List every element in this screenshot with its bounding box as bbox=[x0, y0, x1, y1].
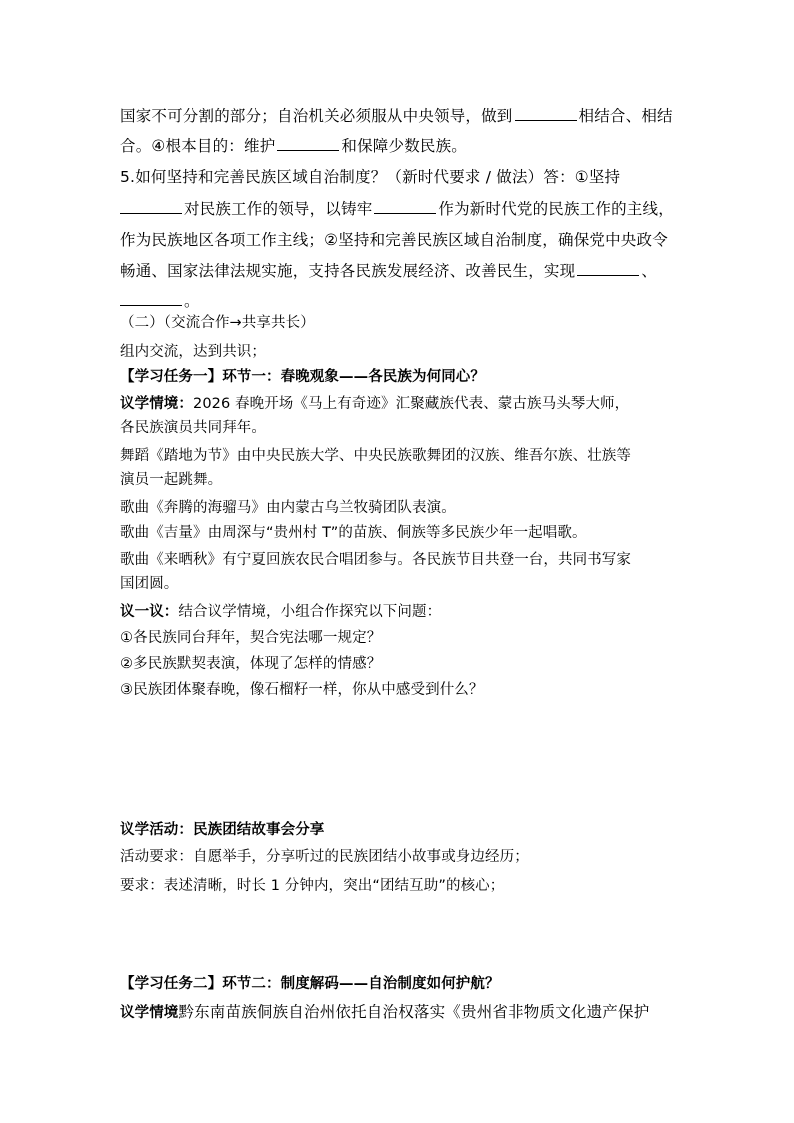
text-line: 组内交流，达到共识； bbox=[120, 344, 266, 360]
text-line: 舞蹈《踏地为节》由中央民族大学、中央民族歌舞团的汉族、维吾尔族、壮族等 bbox=[120, 448, 631, 464]
text-line: 作为民族地区各项工作主线；②坚持和完善民族区域自治制度，确保党中央政令 bbox=[120, 231, 668, 249]
activity-heading: 议学活动：民族团结故事会分享 bbox=[120, 822, 325, 838]
task2-heading: 【学习任务二】环节二：制度解码——自治制度如何护航？ bbox=[120, 976, 500, 992]
text-line: 对民族工作的领导，以铸牢 作为新时代党的民族工作的主线， bbox=[120, 199, 674, 219]
fill-blank[interactable] bbox=[120, 199, 182, 214]
fill-blank[interactable] bbox=[515, 106, 577, 121]
text-line: 。 bbox=[120, 291, 200, 311]
text-line: 议学情境黔东南苗族侗族自治州依托自治权落实《贵州省非物质文化遗产保护 bbox=[120, 1003, 650, 1021]
text-line: 歌曲《来晒秋》有宁夏回族农民合唱团参与。各民族节目共登一台，共同书写家 bbox=[120, 552, 631, 568]
text-line: 国团圆。 bbox=[120, 576, 179, 592]
discussion-question: ③民族团体聚春晚，像石榴籽一样，你从中感受到什么？ bbox=[120, 682, 484, 698]
fill-blank[interactable] bbox=[577, 261, 639, 276]
task1-heading: 【学习任务一】环节一：春晚观象——各民族为何同心？ bbox=[120, 369, 485, 385]
text-line: 歌曲《奔腾的海骝马》由内蒙古乌兰牧骑团队表演。 bbox=[120, 500, 456, 516]
text-line: 议一议：结合议学情境，小组合作探究以下问题： bbox=[120, 604, 442, 620]
text-line: 国家不可分割的部分；自治机关必须服从中央领导，做到 相结合、相结 bbox=[120, 107, 673, 125]
fill-blank[interactable] bbox=[277, 136, 339, 151]
text-line: 歌曲《吉量》由周深与“贵州村 T”的苗族、侗族等多民族少年一起唱歌。 bbox=[120, 525, 587, 541]
fill-blank[interactable] bbox=[374, 199, 436, 214]
fill-blank[interactable] bbox=[120, 291, 182, 306]
discussion-question: ②多民族默契表演，体现了怎样的情感？ bbox=[120, 656, 382, 672]
section-heading: （二）（交流合作→共享共长） bbox=[120, 315, 315, 331]
discussion-question: ①各民族同台拜年，契合宪法哪一规定？ bbox=[120, 630, 382, 646]
question-5: 5.如何坚持和完善民族区域自治制度？（新时代要求 / 做法）答：①坚持 bbox=[120, 168, 621, 186]
text-line: 演员一起跳舞。 bbox=[120, 472, 223, 488]
text-line: 合。④根本目的：维护 和保障少数民族。 bbox=[120, 137, 468, 155]
text-line: 畅通、国家法律法规实施，支持各民族发展经济、改善民生，实现 、 bbox=[120, 262, 658, 280]
text-line: 各民族演员共同拜年。 bbox=[120, 420, 266, 436]
text-line: 要求：表述清晰，时长 1 分钟内，突出“团结互助”的核心； bbox=[120, 878, 505, 894]
text-line: 议学情境：2026 春晚开场《马上有奇迹》汇聚藏族代表、蒙古族马头琴大师， bbox=[120, 396, 630, 412]
text-line: 活动要求：自愿举手，分享听过的民族团结小故事或身边经历； bbox=[120, 849, 529, 865]
